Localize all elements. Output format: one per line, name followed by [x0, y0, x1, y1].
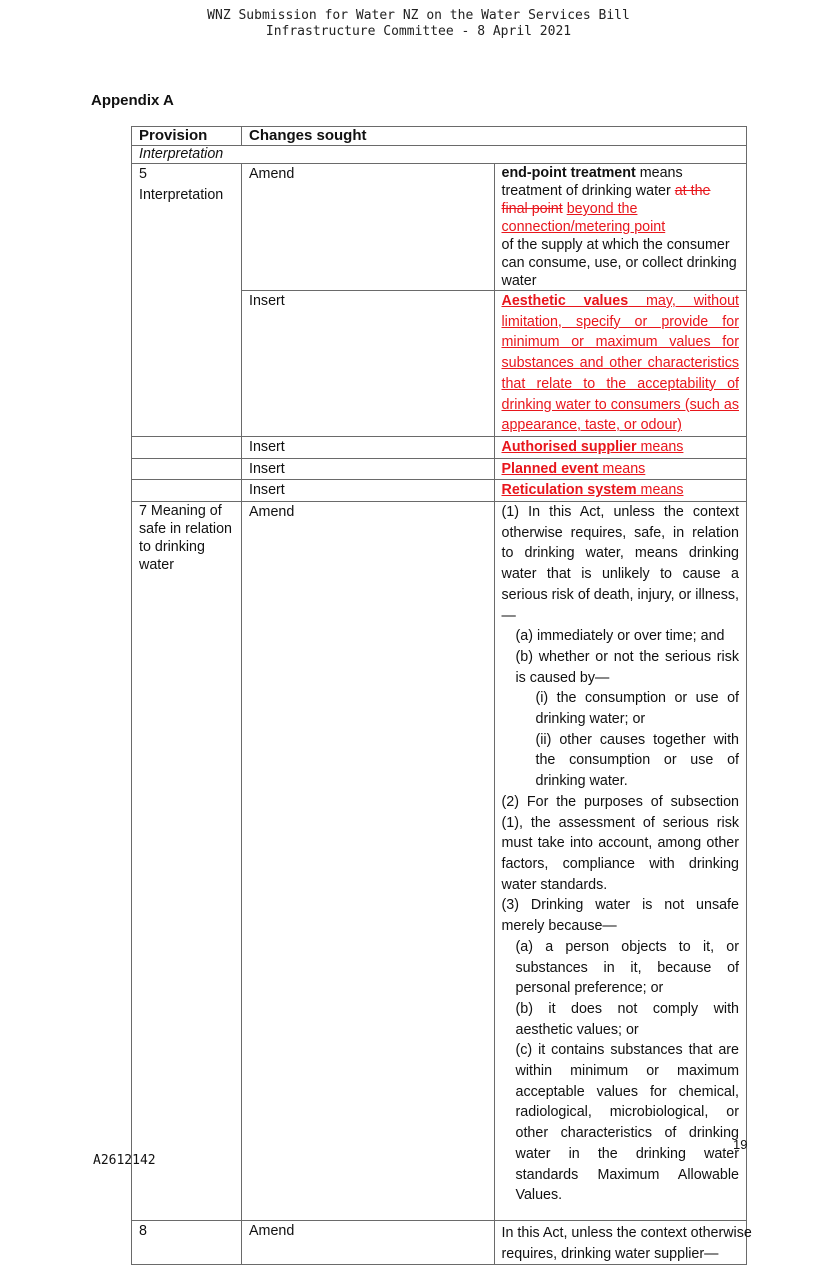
paragraph-3a: (a) a person objects to it, or substances in it, because of personal preference; or: [515, 938, 739, 997]
section-row: [132, 146, 747, 164]
paragraph-a: (a) immediately or over time; and: [515, 628, 725, 645]
definition-text: means treatment of drinking water: [501, 165, 683, 199]
col-header-changes: Changes sought: [242, 127, 747, 146]
subsection-2: (2) For the purposes of subsection (1), the assessment of serious risk must take into account, among other factors, compliance with drinking water standards.: [501, 793, 739, 893]
table-row: [132, 164, 747, 291]
definition-text: means: [636, 438, 684, 455]
header-line-2: Infrastructure Committee - 8 April 2021: [265, 24, 572, 39]
page-number: 19: [733, 1137, 748, 1152]
action-cell: Insert: [242, 436, 495, 458]
action-cell: Insert: [242, 480, 495, 502]
provision-cell: 8: [132, 1220, 242, 1264]
action-cell: Amend: [242, 164, 495, 291]
header-line-1: WNZ Submission for Water NZ on the Water Services Bill: [207, 8, 630, 23]
provision-cell: 7 Meaning of safe in relation to drinking water: [132, 502, 242, 1221]
definition-text: may, without limitation, specify or provide for minimum or maximum values for substances and other characteristics that relate to the acceptability of drinking water to consumers (such as appearance, taste, or odour): [501, 293, 739, 434]
subsection-1: (1) In this Act, unless the context otherwise requires, safe, in relation to drinking water, means drinking water that is unlikely to cause a serious risk of death, injury, or illness, —: [501, 504, 739, 624]
change-text-cell: [494, 164, 747, 291]
action-cell: Insert: [242, 458, 495, 480]
change-text-cell: [494, 436, 747, 458]
defined-term: Reticulation system: [501, 482, 637, 499]
defined-term: Authorised supplier: [501, 438, 637, 455]
section-label: Interpretation: [132, 146, 747, 164]
changes-table: [131, 126, 752, 1265]
action-cell: Insert: [242, 291, 495, 437]
paragraph-b: (b) whether or not the serious risk is caused by—: [515, 648, 739, 686]
change-text-cell: [494, 480, 747, 502]
table-row: [132, 502, 747, 1221]
table-row: [132, 458, 747, 480]
document-reference: A2612142: [93, 1153, 156, 1168]
change-text-cell: [494, 1220, 752, 1264]
paragraph-3c: (c) it contains substances that are within minimum or maximum acceptable values for chemical, radiological, microbiological, or other characteristics of drinking water in the drinking water standards Maximum Allowable Values.: [515, 1042, 739, 1204]
provision-cell: [132, 436, 242, 458]
defined-term: Aesthetic values: [501, 293, 629, 309]
subsection-3: (3) Drinking water is not unsafe merely because—: [501, 897, 739, 935]
definition-text: In this Act, unless the context otherwise requires, drinking water supplier—: [501, 1224, 752, 1262]
change-text-cell: [494, 502, 747, 1221]
table-header-row: [132, 127, 747, 146]
definition-continuation: of the supply at which the consumer can consume, use, or collect drinking water: [501, 237, 737, 289]
action-cell: Amend: [242, 502, 495, 1221]
table-row: [132, 1220, 747, 1264]
subparagraph-ii: (ii) other causes together with the consumption or use of drinking water.: [535, 731, 739, 790]
deleted-text: at the final point: [501, 183, 711, 217]
change-text-cell: [494, 458, 747, 480]
subparagraph-i: (i) the consumption or use of drinking water; or: [535, 690, 739, 728]
provision-name: Interpretation: [139, 186, 224, 203]
appendix-title: Appendix A: [91, 92, 174, 109]
defined-term: end-point treatment: [501, 165, 636, 181]
table-row: [132, 480, 747, 502]
defined-term: Planned event: [501, 460, 599, 477]
provision-cell: [132, 480, 242, 502]
provision-cell: [132, 458, 242, 480]
action-cell: Amend: [242, 1220, 495, 1264]
change-text-cell: [494, 291, 747, 437]
provision-cell: [132, 164, 242, 437]
inserted-text: beyond the connection/metering point: [501, 201, 666, 235]
definition-text: means: [636, 482, 684, 499]
col-header-provision: Provision: [132, 127, 242, 146]
paragraph-3b: (b) it does not comply with aesthetic values; or: [515, 1000, 739, 1038]
definition-text: means: [598, 460, 646, 477]
table-row: [132, 436, 747, 458]
page-header: [0, 8, 837, 40]
provision-number: 5: [139, 166, 147, 182]
